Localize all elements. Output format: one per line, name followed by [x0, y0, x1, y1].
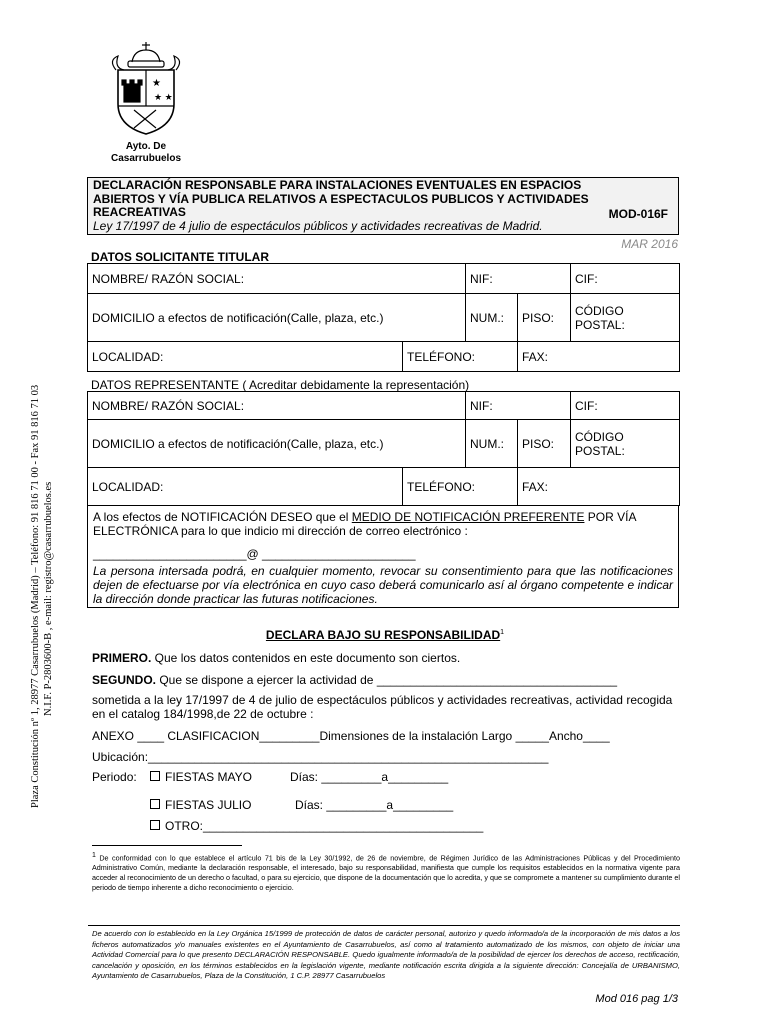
rep-num-field[interactable]: NUM.: [466, 420, 518, 468]
location-line[interactable]: Ubicación:____________________________________________________________ [92, 750, 549, 764]
option-otro[interactable]: OTRO:__________________________________________ [150, 819, 483, 833]
period-label: Periodo: [92, 770, 137, 784]
mayo-days[interactable]: Días: _________a_________ [290, 770, 449, 784]
footnote-ref: 1 [500, 629, 505, 636]
revocation-note: La persona intersada podrá, en cualquier momento, revocar su consentimiento para que las notificaciones dejen de efectuarse por vía electrónica en cuyo caso deberá comunicarlo así al órgano competente e indicar la dirección donde practicar las futuras notificaciones. [93, 564, 673, 606]
rep-fax-field[interactable]: FAX: [518, 468, 680, 506]
option-fiestas-julio[interactable]: FIESTAS JULIO [150, 798, 251, 812]
data-protection-notice: De acuerdo con lo establecido en la Ley Orgánica 15/1999 de protección de datos de carácter personal, autorizo y quedo informado/a de la incorporación de mis datos a los ficheros automatizados y/o manuales existentes en el Ayuntamiento de Casarrubuelos, así como al tratamiento automatizado de los mismos, con objeto de iniciar una Actividad Comercial para lo que presento DECLARACIÓN RESPONSABLE. Quedo igualmente informado/a de la posibilidad de ejercer los derechos de acceso, rectificación, cancelación y oposición, en los términos establecidos en la legislación vigente, mediante notificación escrita dirigida a la siguiente dirección: Concejalía de URBANISMO, Ayuntamiento de Casarrubuelos, Plaza de la Constitución, 1 C.P. 28977 Casarrubuelos [92, 929, 680, 980]
representative-table [87, 391, 680, 506]
model-code: MOD-016F [608, 207, 668, 221]
svg-text:★ ★: ★ ★ [154, 92, 173, 102]
applicant-floor-field[interactable]: PISO: [518, 294, 571, 342]
rep-name-field[interactable]: NOMBRE/ RAZÓN SOCIAL: [88, 392, 466, 420]
rep-nif-field[interactable]: NIF: [466, 392, 571, 420]
applicant-city-field[interactable]: LOCALIDAD: [88, 342, 403, 372]
notification-text: A los efectos de NOTIFICACIÓN DESEO que el [93, 510, 352, 524]
applicant-heading: DATOS SOLICITANTE TITULAR [91, 250, 269, 264]
email-field[interactable]: _______________________@ _______________________ [93, 547, 416, 561]
page-number: Mod 016 pag 1/3 [595, 993, 678, 1005]
primero-line: PRIMERO. Que los datos contenidos en este documento son ciertos. [92, 651, 461, 665]
form-title-box [87, 177, 679, 235]
declaration-heading: DECLARA BAJO SU RESPONSABILIDAD$^1$ [265, 628, 505, 642]
checkbox-icon[interactable] [150, 799, 160, 809]
checkbox-icon[interactable] [150, 820, 160, 830]
rep-address-field[interactable]: DOMICILIO a efectos de notificación(Calle, plaza, etc.) [88, 420, 466, 468]
rep-phone-field[interactable]: TELÉFONO: [403, 468, 518, 506]
option-fiestas-mayo[interactable]: FIESTAS MAYO [150, 770, 252, 784]
applicant-name-field[interactable]: NOMBRE/ RAZÓN SOCIAL: [88, 264, 466, 294]
legal-rule [88, 925, 680, 926]
notification-text-end: POR VÍA ELECTRÓNICA para lo que indicio mi dirección de correo electrónico : [93, 510, 636, 538]
applicant-fax-field[interactable]: FAX: [518, 342, 680, 372]
sidebar-contact [28, 384, 58, 808]
title-line-2: ABIERTOS Y VÍA PUBLICA RELATIVOS A ESPECTACULOS PUBLICOS Y ACTIVIDADES [93, 191, 589, 206]
edition-date: MAR 2016 [621, 237, 678, 251]
segundo-line[interactable]: SEGUNDO. Que se dispone a ejercer la actividad de ____________________________________ [92, 673, 618, 687]
applicant-cif-field[interactable]: CIF: [571, 264, 680, 294]
title-line-1: DECLARACIÓN RESPONSABLE PARA INSTALACIONES EVENTUALES EN ESPACIOS [93, 178, 582, 192]
logo-caption: Ayto. De Casarrubuelos [110, 141, 182, 164]
annex-line[interactable]: ANEXO ____ CLASIFICACION_________Dimensiones de la instalación Largo _____Ancho____ [92, 729, 610, 743]
footnote: $^1$ De conformidad con lo que establece el artículo 71 bis de la Ley 30/1992, de 26 de noviembre, de Régimen Jurídico de las Administraciones Públicas y del Procedimiento Administrativo Común, mediante la declaración responsable, el interesado, bajo su responsabilidad, manifiesta que cumple los requisitos establecidos en la normativa vigente para acceder al reconocimiento de un derecho o facultad, o para su ejercicio, que dispone de la documentación que lo acredita, y que se compromete a mantener su cumplimiento durante el periodo de tiempo inherente a dicho reconocimiento o ejercicio. [92, 852, 680, 893]
rep-cif-field[interactable]: CIF: [571, 392, 680, 420]
applicant-num-field[interactable]: NUM.: [466, 294, 518, 342]
sidebar-nif-email: N.I.F. P-2803600-B , e-mail: registro@casarrubuelos.es [43, 481, 54, 716]
title-line-3: REACREATIVAS [93, 205, 186, 219]
coat-of-arms-logo [104, 40, 188, 140]
applicant-nif-field[interactable]: NIF: [466, 264, 571, 294]
representative-heading: DATOS REPRESENTANTE ( Acreditar debidamente la representación) [91, 378, 470, 392]
footnote-rule [92, 845, 242, 846]
checkbox-icon[interactable] [150, 771, 160, 781]
law-text: sometida a la ley 17/1997 de 4 de julio de espectáculos públicos y actividades recreativas, actividad recogida en el catalog 184/1998,de 22 de octubre : [92, 693, 673, 721]
applicant-postal-field[interactable]: CÓDIGO POSTAL: [571, 294, 680, 342]
applicant-table [87, 263, 680, 372]
notification-box [87, 505, 679, 608]
svg-text:★: ★ [152, 78, 161, 89]
rep-city-field[interactable]: LOCALIDAD: [88, 468, 403, 506]
law-reference: Ley 17/1997 de 4 julio de espectáculos públicos y actividades recreativas de Madrid. [93, 218, 543, 233]
applicant-phone-field[interactable]: TELÉFONO: [403, 342, 518, 372]
julio-days[interactable]: Días: _________a_________ [295, 798, 454, 812]
rep-floor-field[interactable]: PISO: [518, 420, 571, 468]
sidebar-address: Plaza Constitución nº 1, 28977 Casarrubuelos (Madrid) – Teléfono: 91 816 71 00 - Fax 91 816 71 03 [30, 384, 41, 808]
applicant-address-field[interactable]: DOMICILIO a efectos de notificación(Calle, plaza, etc.) [88, 294, 466, 342]
rep-postal-field[interactable]: CÓDIGO POSTAL: [571, 420, 680, 468]
notification-preferred: MEDIO DE NOTIFICACIÓN PREFERENTE [351, 510, 585, 524]
